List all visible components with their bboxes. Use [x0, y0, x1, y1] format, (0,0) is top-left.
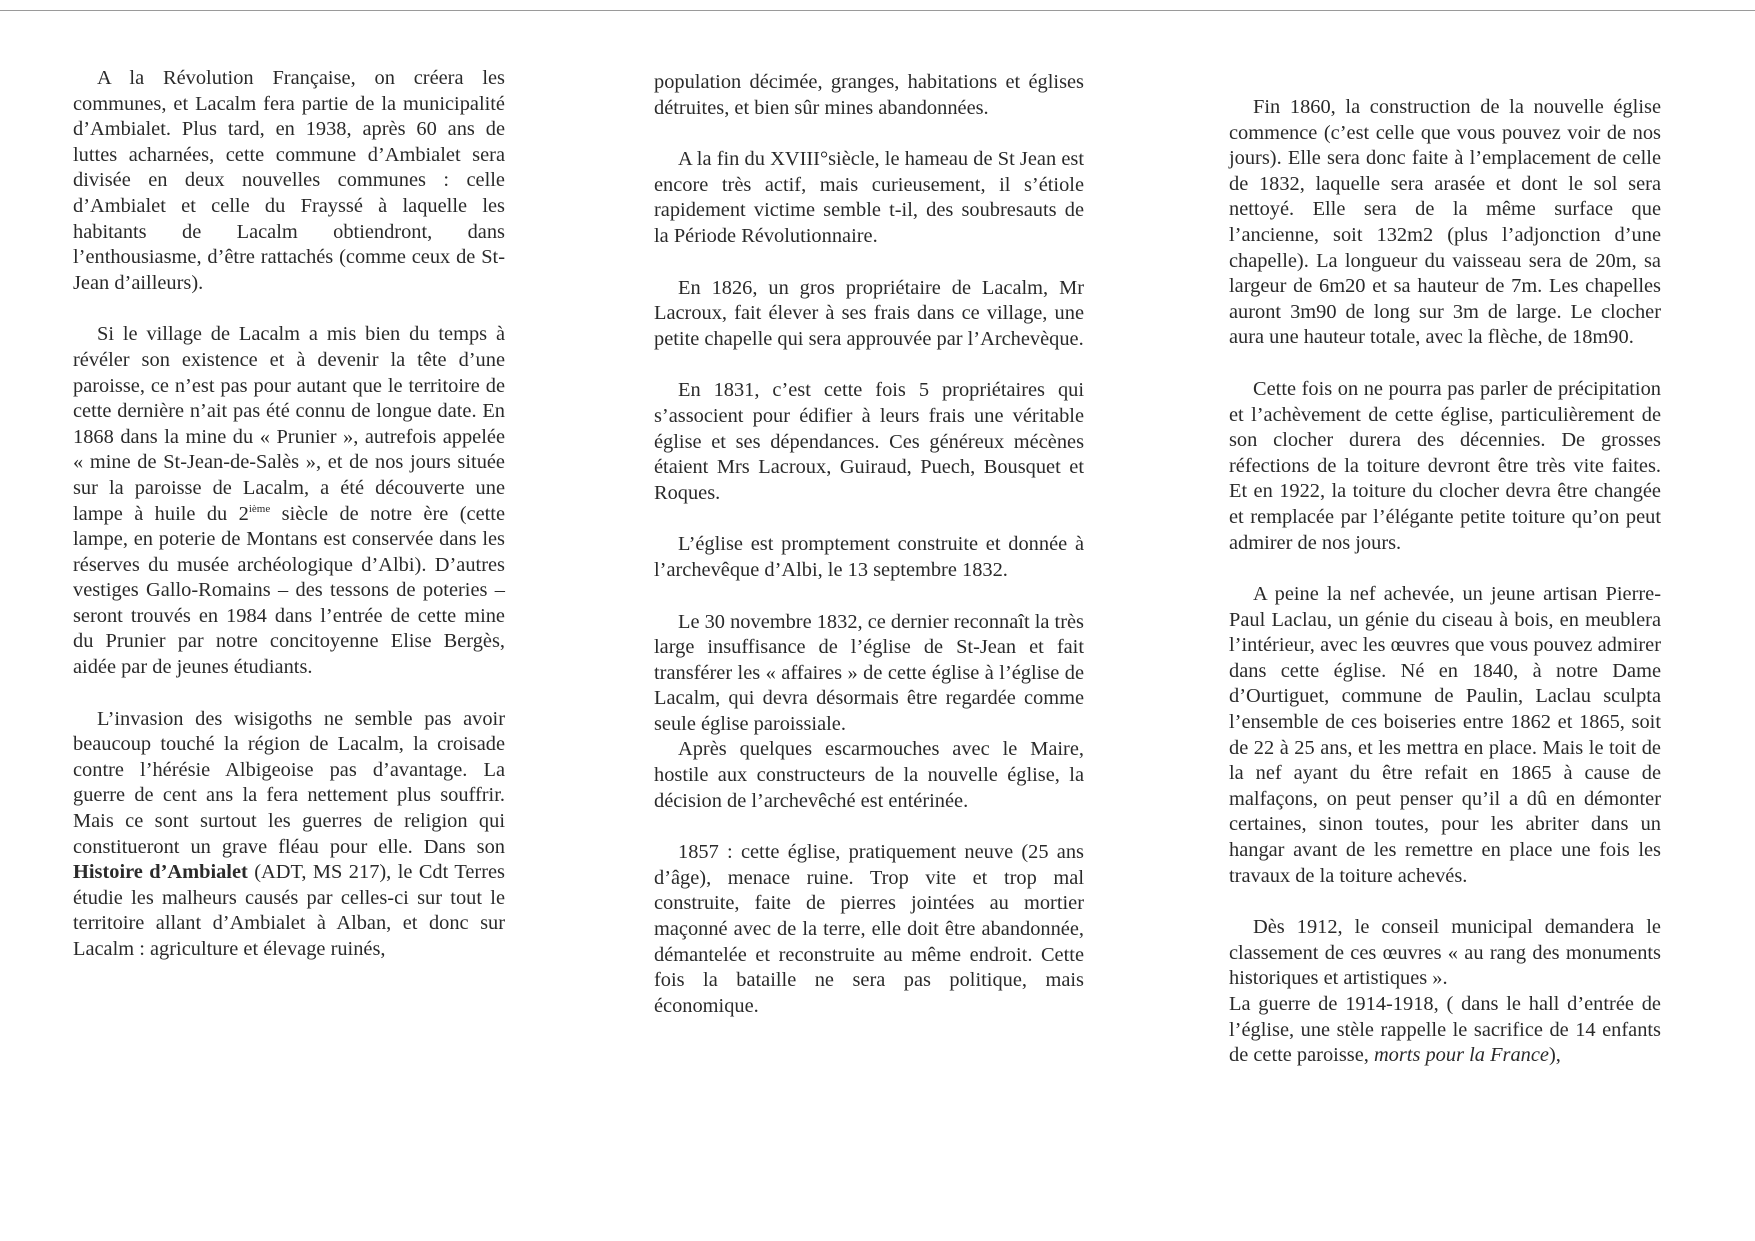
paragraph-invasions-wars [73, 707, 505, 963]
paragraph-classification-1912: Dès 1912, le conseil municipal demandera le classement de ces œuvres « au rang des monuments historiques et artistiques ». [1229, 916, 1661, 990]
paragraph-revolution-communes: A la Révolution Française, on créera les communes, et Lacalm fera partie de la municipalité d’Ambialet. Plus tard, en 1938, après 60 ans de luttes acharnées, cette commune d’Ambialet sera divisée en deux nouvelles communes : celle d’Ambialet et celle du Frayssé à laquelle les habitants de Lacalm obtiendront, dans l’enthousiasme, d’être rattachés (comme ceux de St-Jean d’ailleurs). [73, 67, 505, 294]
paragraph-construction-1860: Fin 1860, la construction de la nouvelle église commence (c’est celle que vous pouvez voir de nos jours). Elle sera donc faite à l’emplacement de celle de 1832, laquelle sera arasée et dont le sol sera nettoyé. Elle sera de la même surface que l’ancienne, soit 132m2 (plus l’adjonction d’une chapelle). La longueur du vaisseau sera de 20m, sa largeur de 6m20 et sa hauteur de 7m. Les chapelles auront 3m90 de long sur 3m de large. Le clocher aura une hauteur totale, avec la flèche, de 18m90. [1229, 96, 1661, 349]
paragraph-mayor-dispute: Après quelques escarmouches avec le Maire, hostile aux constructeurs de la nouvelle église, la décision de l’archevêché est entérinée. [654, 738, 1084, 812]
memorial-phrase: morts pour la France [1373, 1044, 1549, 1067]
paragraph-text: (ADT, MS 217), le Cdt Terres étudie les malheurs causés par celles-ci sur tout le territoire allant d’Ambialet à Alban, et donc sur Lacalm : agriculture et élevage ruinés, [73, 861, 505, 960]
paragraph-text: siècle de notre ère (cette lampe, en poterie de Montans est conservée dans les réserves du musée archéologique d’Albi). D’autres vestiges Gallo-Romains – des tessons de poteries – seront trouvés en 1984 dans l’entrée de cette mine du Prunier par notre concitoyenne Elise Bergès, aidée par de jeunes étudiants. [73, 502, 505, 679]
paragraph-bell-tower: Cette fois on ne pourra pas parler de précipitation et l’achèvement de cette église, particulièrement de son clocher durera des décennies. De grosses réfections de la toiture devront être très vite faites. Et en 1922, la toiture du clocher devra être changée et remplacée par l’élégante petite toiture qu’on peut admirer de nos jours. [1229, 377, 1661, 554]
text-column-1 [73, 66, 505, 989]
paragraph-church-1832: L’église est promptement construite et donnée à l’archevêque d’Albi, le 13 septembre 1832. [654, 533, 1084, 581]
paragraph-text: L’invasion des wisigoths ne semble pas avoir beaucoup touché la région de Lacalm, la croisade contre l’hérésie Albigeoise pas d’avantage. La guerre de cent ans la fera nettement plus souffrir. Mais ce sont surtout les guerres de religion qui constitueront un grave fléau pour elle. Dans son [73, 707, 505, 858]
paragraph-laclau-woodwork: A peine la nef achevée, un jeune artisan Pierre-Paul Laclau, un génie du ciseau à bois, en meublera l’intérieur, avec les œuvres que vous pouvez admirer dans cette église. Né en 1840, à notre Dame d’Ourtiguet, commune de Paulin, Laclau sculpta l’ensemble de ces boiseries entre 1862 et 1865, soit de 22 à 25 ans, et les mettra en place. Mais le toit de la nef ayant du être refait en 1865 à cause de malfaçons, on peut penser qu’il a dû en démonter certaines, sinon toutes, pour les abriter dans un hangar avant de les remettre en place une fois les travaux de la toiture achevés. [1229, 583, 1661, 887]
page-top-rule [0, 10, 1755, 11]
paragraph-chapel-1826: En 1826, un gros propriétaire de Lacalm, Mr Lacroux, fait élever à ses frais dans ce village, une petite chapelle qui sera approuvée par l’Archevèque. [654, 276, 1084, 350]
paragraph-st-jean-hamlet: A la fin du XVIII°siècle, le hameau de St Jean est encore très actif, mais curieusement, il s’étiole rapidement victime semble t-il, des soubresauts de la Période Révolutionnaire. [654, 148, 1084, 247]
book-title: Histoire d’Ambialet [73, 861, 248, 884]
paragraph-ruin-1857: 1857 : cette église, pratiquement neuve (25 ans d’âge), menace ruine. Trop vite et trop mal construite, faite de pierres jointées au mortier maçonné avec de la terre, elle doit être abandonnée, démantelée et reconstruite au même endroit. Cette fois la bataille ne sera pas politique, mais économique. [654, 841, 1084, 1017]
text-column-3 [1229, 95, 1661, 1095]
superscript-ordinal: ième [248, 502, 271, 515]
paragraph-transfer-1832: Le 30 novembre 1832, ce dernier reconnaît la très large insuffisance de l’église de St-Jean et fait transférer les « affaires » de cette église à l’église de Lacalm, qui devra désormais être regardée comme seule église paroissiale. [654, 610, 1084, 735]
paragraph-lacalm-origins [73, 322, 505, 680]
paragraph-text: ), [1548, 1044, 1561, 1067]
paragraph-text: La guerre de 1914-1918, ( dans le hall d’entrée de l’église, une stèle rappelle le sacrifice de 14 enfants de cette paroisse, [1229, 993, 1661, 1067]
paragraph-war-1914 [1229, 992, 1661, 1069]
paragraph-text: Si le village de Lacalm a mis bien du temps à révéler son existence et à devenir la tête d’une paroisse, ce n’est pas pour autant que le territoire de cette dernière n’ait pas été connu de longue date. En 1868 dans la mine du « Prunier », autrefois appelée « mine de St-Jean-de-Salès », et de nos jours située sur la paroisse de Lacalm, a été découverte une lampe à huile du 2 [73, 323, 505, 525]
paragraph-continuation: population décimée, granges, habitations et églises détruites, et bien sûr mines abandonnées. [654, 71, 1084, 119]
paragraph-church-1831: En 1831, c’est cette fois 5 propriétaires qui s’associent pour édifier à leurs frais une véritable église et ses dépendances. Ces généreux mécènes étaient Mrs Lacroux, Guiraud, Puech, Bousquet et Roques. [654, 379, 1084, 504]
text-column-2 [654, 70, 1084, 1045]
